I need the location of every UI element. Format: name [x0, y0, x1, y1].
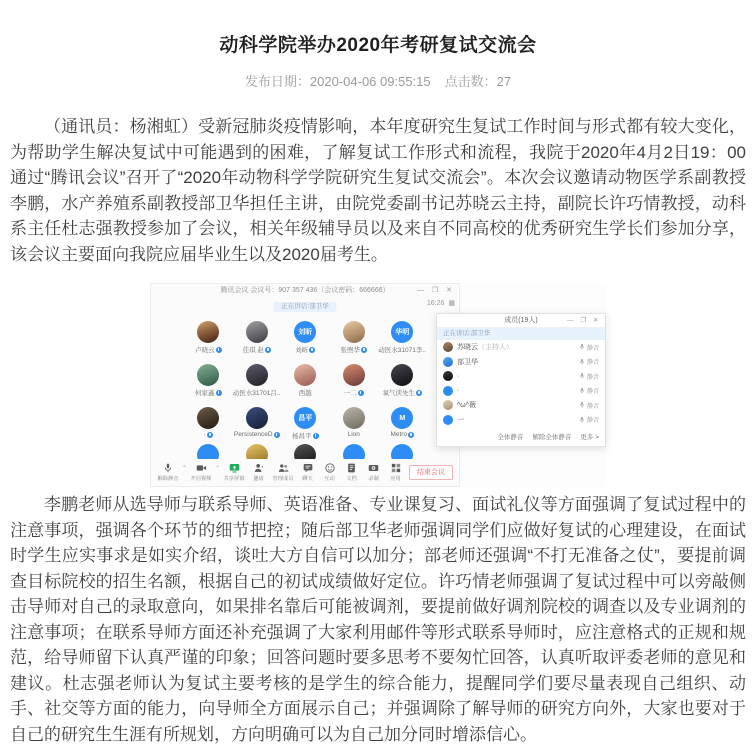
member-name: ·: [457, 372, 460, 380]
paragraph-1: （通讯员：杨湘虹）受新冠肺炎疫情影响，本年度研究生复试工作时间与形式都有较大变化，为帮助学生解决复试中可能遇到的困难，了解复试工作形式和流程，我院于2020年4月2日19：00通过“腾讯会议”召开了“2020年动物科学学院研究生复试交流会”。本次会议邀请动物医学系副教授李鹏，水产养殖系副教授部卫华担任主讲，由院党委副书记苏晓云主持，副院长许巧情教授，动科系主任杜志强教授参加了会议，相关年级辅导员以及来自不同高校的优秀研究生学长们参加分享，该会议主要面向我院应届毕业生以及2020届考生。: [10, 117, 746, 264]
participant-name: 动医水31701吕..: [232, 390, 281, 397]
invite-person-icon: [254, 463, 264, 473]
mute-icon: [274, 432, 280, 438]
toolbar-item-chat: 聊天: [299, 463, 316, 482]
members-icon: [278, 463, 289, 473]
panel-footer: [497, 432, 599, 441]
meeting-toolbar: [151, 459, 459, 486]
mute-label: 静音: [586, 403, 599, 410]
member-name: 苏晓云: [457, 344, 478, 352]
mic-icon: [579, 343, 585, 351]
meeting-titlebar: [151, 284, 459, 298]
toolbar-item-docs: 文档: [343, 463, 360, 482]
mute-label: 静音: [586, 374, 599, 381]
paragraph-2: 李鹏老师从选导师与联系导师、英语准备、专业课复习、面试礼仪等方面强调了复试过程中的注意事项，强调各个环节的细节把控；随后部卫华老师强调同学们应做好复试的心理建设，在面试时学生应实事求是如实介绍，谈吐大方自信可以加分；部老师还强调“不打无准备之仗”，要提前调查目标院校的招生名额，根据自己的初试成绩做好定位。许巧情老师强调了复试过程中可以旁敲侧击导师对自己的录取意向，如果排名靠后可能被调剂，要提前做好调剂院校的调查以及专业调剂的注意事项；在联系导师方面还补充强调了大家利用邮件等形式联系导师时，应注意格式的正规和规范，给导师留下认真严谨的印象；回答问题时要多思考不要匆忙回答，认真听取评委老师的意见和建议。杜志强老师认为复试主要考核的是学生的综合能力，提醒同学们要尽量表现自己组织、动手、社交等方面的能力，向导师全方面展示自己；并强调除了解导师的研究方向外，大家也要对于自己的研究生生涯有所规划，方向明确可以为自己加分同时增添信心。: [10, 495, 746, 744]
meeting-window: [150, 283, 460, 487]
participant-avatar: [246, 407, 268, 429]
toolbar-item-unmute: 解除静音: [157, 463, 179, 482]
participant-tile: [184, 404, 233, 447]
member-name: ^ω^薇: [457, 402, 477, 410]
members-panel: [436, 313, 606, 447]
member-row: [437, 384, 605, 399]
participant-avatar: M: [391, 407, 413, 429]
participant-avatar: 华明: [391, 321, 413, 343]
participant-name: 何家鑫: [195, 390, 215, 397]
chevron-up-icon: ⌃: [182, 466, 188, 472]
apps-grid-icon: [391, 463, 401, 473]
toolbar-item-members: 管理成员: [272, 463, 294, 482]
participant-tile: [330, 361, 379, 404]
layout-toggle-icon: ▦: [448, 300, 455, 307]
clock-text: 16:26: [426, 299, 445, 307]
share-screen-icon: [229, 463, 240, 473]
unmute-all-button: 解除全体静音: [532, 434, 572, 441]
participant-tile: [281, 318, 330, 361]
article-meta: [10, 71, 746, 90]
toolbar-item-video: 开启视频: [190, 463, 212, 482]
mic-icon: [579, 401, 585, 409]
mute-icon: [216, 347, 222, 353]
mic-icon: [579, 358, 585, 366]
participant-name: 刘昕: [295, 347, 309, 354]
participant-name: 卢晓云: [195, 347, 215, 354]
mic-icon: [579, 416, 585, 424]
member-row: [437, 340, 605, 355]
participant-grid: [184, 318, 428, 447]
member-avatar: [443, 371, 453, 381]
mute-label: 静音: [586, 345, 599, 352]
participant-tile: [330, 318, 379, 361]
mute-label: 静音: [586, 389, 599, 396]
document-icon: [347, 463, 356, 473]
microphone-icon: [163, 463, 173, 473]
hits-count: 27: [496, 74, 512, 89]
mute-all-button: 全体静音: [497, 434, 524, 441]
hits-label: 点击数：: [444, 74, 497, 89]
mute-icon: [416, 390, 422, 396]
publish-date: 2020-04-06 09:55:15: [309, 74, 431, 89]
participant-avatar: [197, 364, 219, 386]
chevron-up-icon: ⌃: [215, 466, 221, 472]
member-name: 一: [457, 416, 464, 424]
participant-avatar: 昌平: [294, 407, 316, 429]
member-avatar: [443, 400, 453, 410]
window-controls-icons: — ❐ ✕: [416, 287, 455, 294]
mute-label: 静音: [586, 418, 599, 425]
participant-tile: [378, 318, 427, 361]
participant-tile: [233, 404, 282, 447]
toolbar-item-record: 录制: [365, 463, 382, 482]
participant-name: Lion: [347, 431, 360, 438]
participant-avatar: [197, 407, 219, 429]
participant-tile: [233, 361, 282, 404]
chat-icon: [303, 463, 313, 473]
participant-name: 氧气读先生: [382, 390, 415, 397]
mute-icon: [358, 390, 364, 396]
participant-tile: [378, 361, 427, 404]
participant-name: ·: [203, 431, 206, 438]
participant-avatar: [294, 364, 316, 386]
participant-name: 动医水31071李..: [378, 347, 426, 354]
participant-name: Metro: [390, 431, 408, 438]
page-title: 动科学院举办2020年考研复试交流会: [219, 35, 537, 56]
mute-icon: [207, 432, 213, 438]
toolbar-item-invite: 邀请: [250, 463, 267, 482]
mic-icon: [579, 372, 585, 380]
record-camera-icon: [368, 463, 379, 473]
meeting-titlebar-text: 腾讯会议 会议号：907 357 436（会议密码：666666）: [220, 287, 390, 294]
participant-name: 杨昌平: [292, 433, 312, 440]
member-name: 部卫华: [457, 358, 478, 366]
participant-tile: [330, 404, 379, 447]
member-row: [437, 413, 605, 428]
participant-name: 张煦华: [340, 347, 360, 354]
member-avatar: [443, 386, 453, 396]
member-avatar: [443, 415, 453, 425]
mute-icon: [309, 347, 315, 353]
participant-tile: [281, 404, 330, 447]
members-panel-title: 成员(19人) — ❐ ✕: [437, 314, 605, 328]
toolbar-item-apps: 应用: [387, 463, 404, 482]
mute-label: 静音: [586, 360, 599, 367]
meeting-screenshot-image: [150, 283, 606, 487]
participant-avatar: [343, 364, 365, 386]
panel-speaking-banner: 正在讲话:部卫华: [437, 328, 605, 340]
panel-window-controls: — ❐ ✕: [567, 317, 601, 324]
member-avatar: [443, 342, 453, 352]
member-avatar: [443, 357, 453, 367]
member-row: [437, 369, 605, 384]
mute-icon: [313, 433, 319, 439]
participant-avatar: [246, 364, 268, 386]
participant-avatar: [343, 407, 365, 429]
mute-icon: [408, 432, 414, 438]
member-role: （主持人）: [478, 344, 513, 352]
article-page: [0, 30, 756, 755]
meeting-subbar: [427, 299, 455, 307]
participant-avatar: [343, 321, 365, 343]
participant-tile: [281, 361, 330, 404]
toolbar-item-share: 共享屏幕: [223, 463, 245, 482]
member-row: [437, 355, 605, 370]
participant-name: 佳琪 赵: [242, 347, 264, 354]
publish-date-label: 发布日期：: [244, 74, 310, 89]
smiley-icon: [325, 463, 335, 473]
mute-icon: [361, 347, 367, 353]
mic-icon: [579, 387, 585, 395]
participant-tile: [233, 318, 282, 361]
article-body: [10, 114, 746, 747]
camera-icon: [196, 463, 207, 473]
end-meeting-button: 结束会议: [409, 465, 453, 480]
participant-tile: [184, 318, 233, 361]
member-name: ·: [457, 387, 460, 395]
participant-name: PersistenceD: [233, 431, 273, 438]
participant-name: 西越: [298, 390, 312, 397]
speaking-banner: 正在讲话:部卫华: [273, 302, 336, 312]
participant-tile: [378, 404, 427, 447]
participant-avatar: 刘昕: [294, 321, 316, 343]
participant-avatar: [197, 321, 219, 343]
participant-name: 一二: [343, 390, 357, 397]
participant-avatar: [246, 321, 268, 343]
participant-tile: [184, 361, 233, 404]
member-row: [437, 398, 605, 413]
toolbar-item-reactions: 互动: [321, 463, 338, 482]
mute-icon: [265, 347, 271, 353]
participant-avatar: [391, 364, 413, 386]
more-button: 更多 >: [580, 434, 599, 441]
mute-icon: [216, 390, 222, 396]
